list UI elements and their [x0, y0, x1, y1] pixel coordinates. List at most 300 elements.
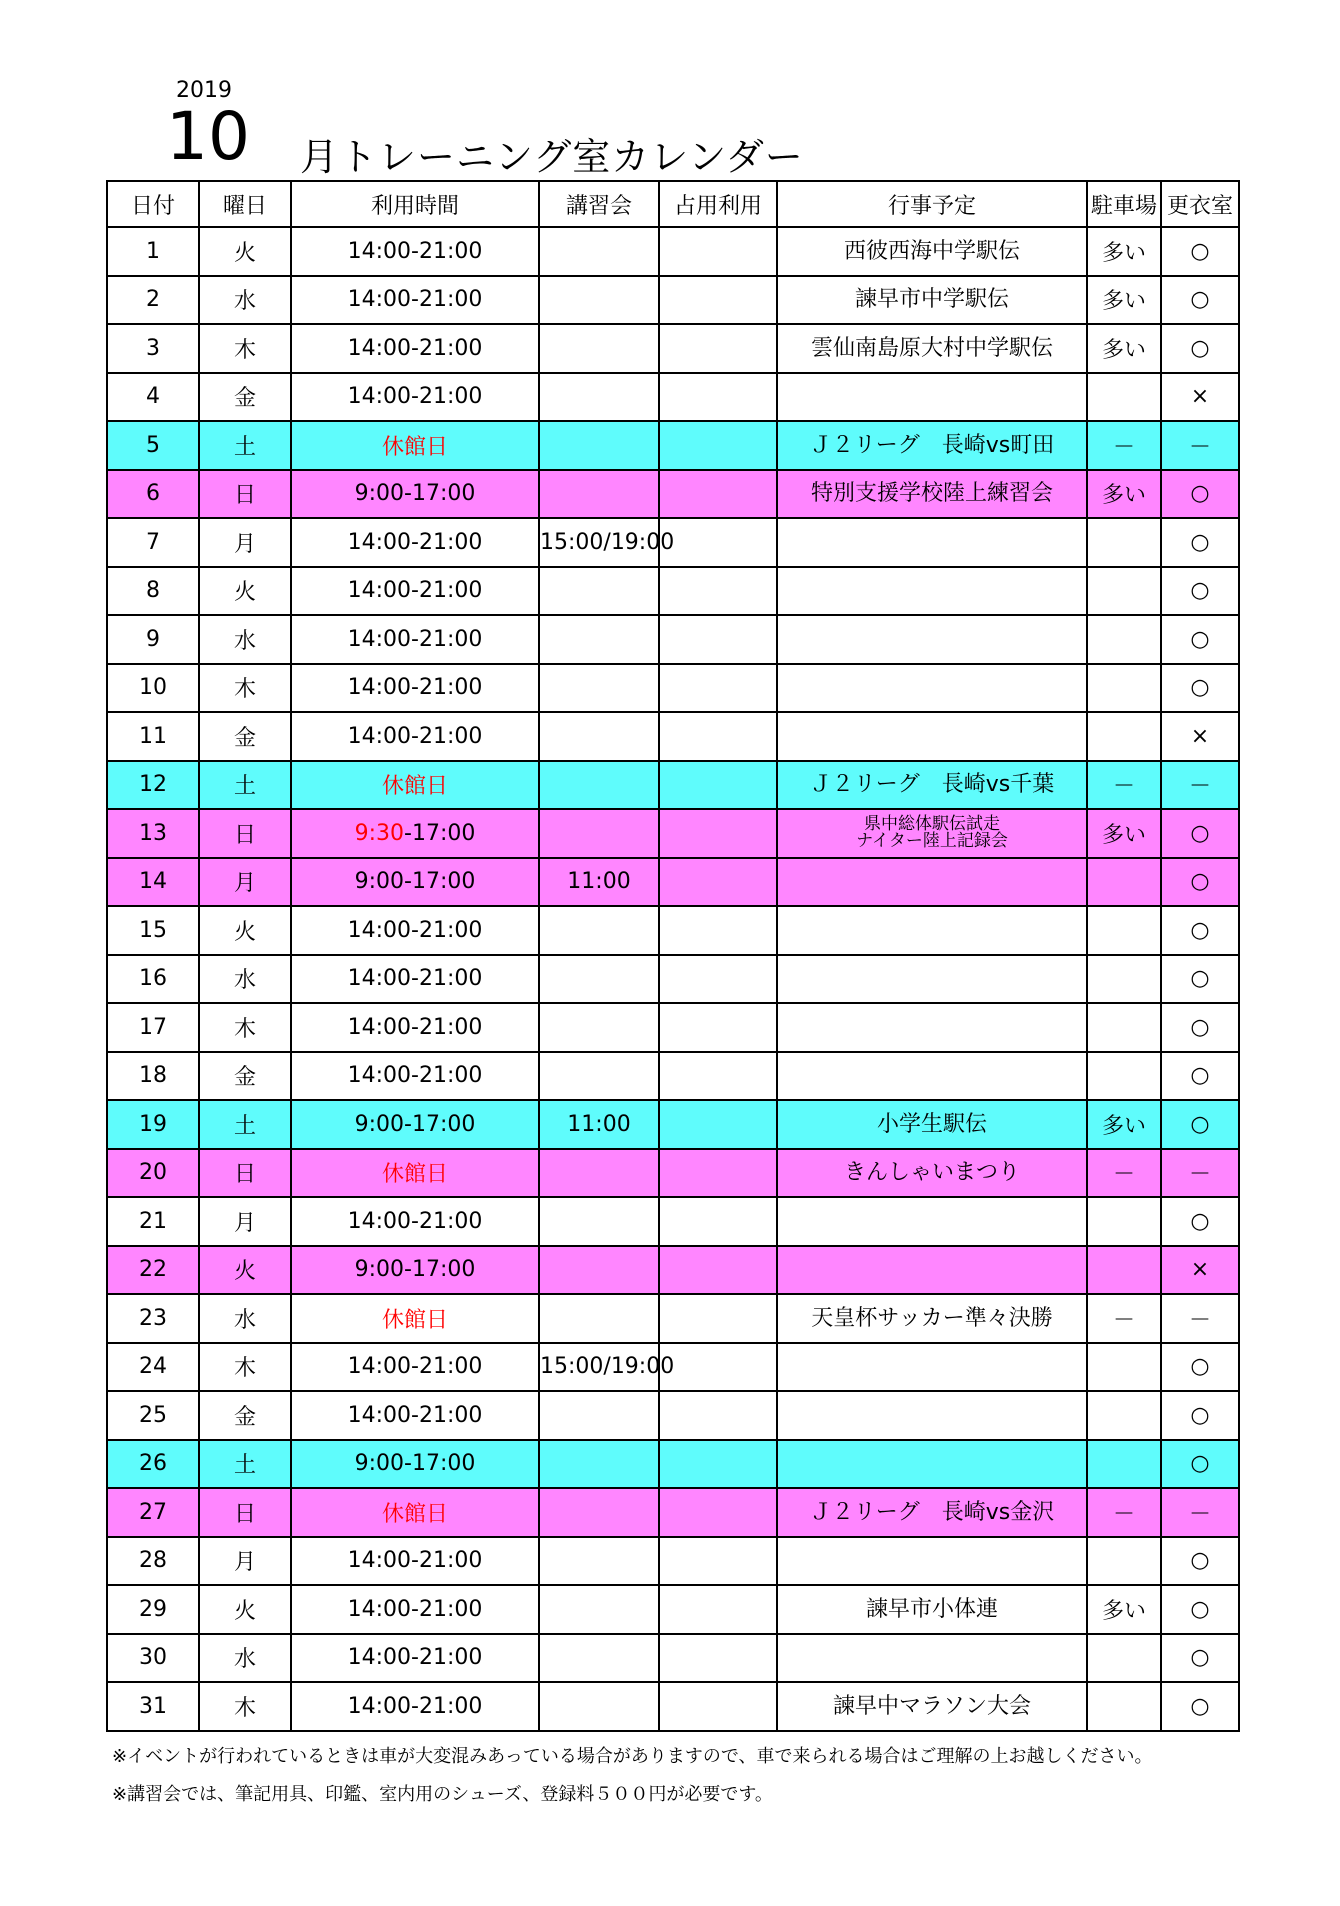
weekday-cell: 土	[199, 1440, 291, 1489]
weekday-cell: 木	[199, 1682, 291, 1731]
weekday-cell: 水	[199, 615, 291, 664]
event-cell	[777, 809, 1087, 858]
date-cell: 20	[107, 1149, 199, 1198]
date-cell: 8	[107, 567, 199, 616]
table-row	[107, 1052, 1239, 1101]
date-cell: 3	[107, 324, 199, 373]
lecture-cell	[539, 712, 659, 761]
date-cell: 25	[107, 1391, 199, 1440]
hours-cell: 14:00-21:00	[291, 567, 539, 616]
table-row	[107, 858, 1239, 907]
exclusive-cell	[659, 1100, 777, 1149]
locker-cell: ○	[1161, 615, 1239, 664]
exclusive-cell	[659, 712, 777, 761]
event-text: 諫早市小体連	[865, 1596, 998, 1622]
hours-cell: 14:00-21:00	[291, 373, 539, 422]
event-cell	[777, 664, 1087, 713]
hours-cell: 14:00-21:00	[291, 1585, 539, 1634]
lecture-cell	[539, 324, 659, 373]
lecture-cell	[539, 421, 659, 470]
weekday-cell: 木	[199, 1343, 291, 1392]
date-cell: 15	[107, 906, 199, 955]
event-cell	[777, 1294, 1087, 1343]
date-cell: 9	[107, 615, 199, 664]
exclusive-cell	[659, 664, 777, 713]
hours-cell: 9:00-17:00	[291, 858, 539, 907]
weekday-cell: 火	[199, 1585, 291, 1634]
exclusive-cell	[659, 567, 777, 616]
lecture-cell	[539, 809, 659, 858]
hours-cell: 14:00-21:00	[291, 906, 539, 955]
table-row	[107, 1634, 1239, 1683]
weekday-cell: 火	[199, 906, 291, 955]
exclusive-cell	[659, 1488, 777, 1537]
lecture-cell: 11:00	[539, 858, 659, 907]
lecture-cell	[539, 761, 659, 810]
exclusive-cell	[659, 1634, 777, 1683]
exclusive-cell	[659, 373, 777, 422]
parking-cell: 多い	[1087, 1585, 1161, 1634]
event-cell	[777, 421, 1087, 470]
parking-cell	[1087, 906, 1161, 955]
locker-cell: ○	[1161, 858, 1239, 907]
date-cell: 24	[107, 1343, 199, 1392]
hours-cell: 14:00-21:00	[291, 1343, 539, 1392]
weekday-cell: 月	[199, 1537, 291, 1586]
date-cell: 2	[107, 276, 199, 325]
locker-cell: －	[1161, 421, 1239, 470]
table-row	[107, 518, 1239, 567]
weekday-cell: 土	[199, 421, 291, 470]
locker-cell: ○	[1161, 1537, 1239, 1586]
event-text: Ｊ２リーグ 長崎vs金沢	[809, 1499, 1055, 1525]
exclusive-cell	[659, 615, 777, 664]
lecture-cell	[539, 470, 659, 519]
event-cell	[777, 712, 1087, 761]
date-cell: 23	[107, 1294, 199, 1343]
weekday-cell: 月	[199, 858, 291, 907]
table-row	[107, 1003, 1239, 1052]
parking-cell	[1087, 955, 1161, 1004]
event-text: 諫早市中学駅伝	[854, 287, 1009, 313]
event-cell	[777, 1052, 1087, 1101]
locker-cell: ○	[1161, 1197, 1239, 1246]
lecture-cell	[539, 1003, 659, 1052]
exclusive-cell	[659, 518, 777, 567]
parking-cell	[1087, 664, 1161, 713]
hours-cell: 14:00-21:00	[291, 276, 539, 325]
locker-cell: ○	[1161, 1585, 1239, 1634]
parking-cell: 多い	[1087, 470, 1161, 519]
exclusive-cell	[659, 1197, 777, 1246]
locker-cell: ○	[1161, 324, 1239, 373]
table-row	[107, 1537, 1239, 1586]
locker-cell: ×	[1161, 373, 1239, 422]
calendar-body	[107, 227, 1239, 1731]
parking-cell	[1087, 518, 1161, 567]
event-cell	[777, 1440, 1087, 1489]
exclusive-cell	[659, 858, 777, 907]
event-cell	[777, 276, 1087, 325]
hours-cell: 9:00-17:00	[291, 470, 539, 519]
note-parking: ※イベントが行われているときは車が大変混みあっている場合がありますので、車で来られる場合はご理解の上お越しください。	[112, 1746, 1153, 1767]
hours-cell: 14:00-21:00	[291, 1003, 539, 1052]
table-row	[107, 470, 1239, 519]
lecture-cell	[539, 1537, 659, 1586]
column-header-lecture: 講習会	[539, 181, 659, 227]
date-cell: 26	[107, 1440, 199, 1489]
date-cell: 19	[107, 1100, 199, 1149]
date-cell: 29	[107, 1585, 199, 1634]
locker-cell: ○	[1161, 809, 1239, 858]
locker-cell: ○	[1161, 227, 1239, 276]
event-cell	[777, 470, 1087, 519]
date-cell: 1	[107, 227, 199, 276]
weekday-cell: 日	[199, 470, 291, 519]
table-row	[107, 1149, 1239, 1198]
parking-cell	[1087, 615, 1161, 664]
date-cell: 18	[107, 1052, 199, 1101]
hours-cell: 14:00-21:00	[291, 664, 539, 713]
weekday-cell: 金	[199, 373, 291, 422]
hours-cell: 14:00-21:00	[291, 1391, 539, 1440]
date-cell: 11	[107, 712, 199, 761]
parking-cell	[1087, 373, 1161, 422]
parking-cell	[1087, 858, 1161, 907]
locker-cell: ○	[1161, 1440, 1239, 1489]
event-cell	[777, 373, 1087, 422]
event-cell	[777, 1100, 1087, 1149]
column-header-locker: 更衣室	[1161, 181, 1239, 227]
hours-cell: 14:00-21:00	[291, 615, 539, 664]
lecture-cell	[539, 276, 659, 325]
lecture-cell	[539, 906, 659, 955]
event-text: 雲仙南島原大村中学駅伝	[810, 335, 1053, 361]
event-cell	[777, 1149, 1087, 1198]
column-header-event: 行事予定	[777, 181, 1087, 227]
parking-cell: －	[1087, 1294, 1161, 1343]
weekday-cell: 水	[199, 276, 291, 325]
locker-cell: ○	[1161, 1003, 1239, 1052]
event-text: 諫早中マラソン大会	[832, 1693, 1031, 1719]
date-cell: 27	[107, 1488, 199, 1537]
exclusive-cell	[659, 809, 777, 858]
weekday-cell: 土	[199, 1100, 291, 1149]
date-cell: 5	[107, 421, 199, 470]
table-row	[107, 421, 1239, 470]
weekday-cell: 木	[199, 324, 291, 373]
column-header-weekday: 曜日	[199, 181, 291, 227]
event-cell	[777, 1682, 1087, 1731]
exclusive-cell	[659, 1585, 777, 1634]
event-cell	[777, 324, 1087, 373]
weekday-cell: 月	[199, 518, 291, 567]
hours-cell	[291, 809, 539, 858]
weekday-cell: 水	[199, 1294, 291, 1343]
table-row	[107, 276, 1239, 325]
table-row	[107, 1294, 1239, 1343]
lecture-cell	[539, 1634, 659, 1683]
lecture-cell	[539, 664, 659, 713]
page-title: 月トレーニング室カレンダー	[300, 135, 804, 179]
table-row	[107, 373, 1239, 422]
hours-cell: 休館日	[291, 421, 539, 470]
date-cell: 12	[107, 761, 199, 810]
lecture-cell	[539, 1197, 659, 1246]
event-cell	[777, 1391, 1087, 1440]
table-row	[107, 955, 1239, 1004]
weekday-cell: 火	[199, 1246, 291, 1295]
exclusive-cell	[659, 1391, 777, 1440]
table-row	[107, 1246, 1239, 1295]
table-row	[107, 1100, 1239, 1149]
exclusive-cell	[659, 227, 777, 276]
parking-cell	[1087, 1197, 1161, 1246]
column-header-parking: 駐車場	[1087, 181, 1161, 227]
weekday-cell: 金	[199, 712, 291, 761]
event-text: Ｊ２リーグ 長崎vs町田	[809, 432, 1055, 458]
exclusive-cell	[659, 1003, 777, 1052]
table-row	[107, 615, 1239, 664]
date-cell: 16	[107, 955, 199, 1004]
column-header-date: 日付	[107, 181, 199, 227]
month-number: 10	[166, 98, 250, 175]
event-text: 天皇杯サッカー準々決勝	[811, 1305, 1053, 1331]
lecture-cell	[539, 373, 659, 422]
hours-cell: 14:00-21:00	[291, 518, 539, 567]
locker-cell: ○	[1161, 906, 1239, 955]
column-header-exclusive: 占用利用	[659, 181, 777, 227]
exclusive-cell	[659, 1682, 777, 1731]
event-cell	[777, 227, 1087, 276]
locker-cell: ○	[1161, 1052, 1239, 1101]
weekday-cell: 日	[199, 809, 291, 858]
parking-cell	[1087, 712, 1161, 761]
lecture-cell	[539, 1488, 659, 1537]
exclusive-cell	[659, 1149, 777, 1198]
locker-cell: ○	[1161, 955, 1239, 1004]
locker-cell: ○	[1161, 1634, 1239, 1683]
locker-cell: －	[1161, 1488, 1239, 1537]
parking-cell: －	[1087, 1488, 1161, 1537]
hours-cell: 14:00-21:00	[291, 324, 539, 373]
exclusive-cell	[659, 421, 777, 470]
column-header-hours: 利用時間	[291, 181, 539, 227]
event-cell	[777, 906, 1087, 955]
header-row	[107, 181, 1239, 227]
table-row	[107, 1343, 1239, 1392]
event-text: 小学生駅伝	[876, 1111, 987, 1137]
locker-cell: ×	[1161, 1246, 1239, 1295]
parking-cell: －	[1087, 761, 1161, 810]
locker-cell: ○	[1161, 276, 1239, 325]
lecture-cell	[539, 1149, 659, 1198]
locker-cell: ○	[1161, 567, 1239, 616]
parking-cell	[1087, 1343, 1161, 1392]
table-row	[107, 1391, 1239, 1440]
weekday-cell: 火	[199, 567, 291, 616]
parking-cell: －	[1087, 421, 1161, 470]
weekday-cell: 水	[199, 1634, 291, 1683]
exclusive-cell	[659, 1343, 777, 1392]
exclusive-cell	[659, 906, 777, 955]
event-cell	[777, 955, 1087, 1004]
parking-cell: 多い	[1087, 1100, 1161, 1149]
table-row	[107, 1197, 1239, 1246]
table-row	[107, 1585, 1239, 1634]
date-cell: 22	[107, 1246, 199, 1295]
hours-cell: 14:00-21:00	[291, 712, 539, 761]
parking-cell	[1087, 1634, 1161, 1683]
date-cell: 14	[107, 858, 199, 907]
table-row	[107, 1682, 1239, 1731]
note-lecture: ※講習会では、筆記用具、印鑑、室内用のシューズ、登録料５００円が必要です。	[112, 1784, 773, 1805]
event-text: きんしゃいまつり	[843, 1160, 1020, 1186]
lecture-cell: 11:00	[539, 1100, 659, 1149]
weekday-cell: 金	[199, 1052, 291, 1101]
table-row	[107, 1440, 1239, 1489]
lecture-cell	[539, 227, 659, 276]
exclusive-cell	[659, 1246, 777, 1295]
hours-cell: 9:00-17:00	[291, 1440, 539, 1489]
date-cell: 13	[107, 809, 199, 858]
table-row	[107, 761, 1239, 810]
locker-cell: ○	[1161, 518, 1239, 567]
exclusive-cell	[659, 1294, 777, 1343]
event-cell	[777, 1197, 1087, 1246]
locker-cell: ×	[1161, 712, 1239, 761]
parking-cell	[1087, 1682, 1161, 1731]
table-row	[107, 906, 1239, 955]
lecture-cell	[539, 1682, 659, 1731]
exclusive-cell	[659, 955, 777, 1004]
hours-cell: 9:00-17:00	[291, 1246, 539, 1295]
weekday-cell: 水	[199, 955, 291, 1004]
weekday-cell: 日	[199, 1488, 291, 1537]
event-cell	[777, 518, 1087, 567]
event-cell	[777, 761, 1087, 810]
event-text: Ｊ２リーグ 長崎vs千葉	[809, 772, 1055, 798]
event-cell	[777, 1003, 1087, 1052]
table-row	[107, 227, 1239, 276]
lecture-cell: 15:00/19:00	[539, 518, 659, 567]
lecture-cell	[539, 1440, 659, 1489]
event-cell	[777, 1585, 1087, 1634]
event-text: 西彼西海中学駅伝	[843, 238, 1020, 264]
hours-end: -17:00	[404, 820, 476, 846]
parking-cell: －	[1087, 1149, 1161, 1198]
event-cell	[777, 1246, 1087, 1295]
exclusive-cell	[659, 761, 777, 810]
lecture-cell	[539, 1052, 659, 1101]
hours-cell: 9:00-17:00	[291, 1100, 539, 1149]
exclusive-cell	[659, 1440, 777, 1489]
date-cell: 28	[107, 1537, 199, 1586]
event-cell	[777, 1537, 1087, 1586]
locker-cell: ○	[1161, 1391, 1239, 1440]
hours-cell: 14:00-21:00	[291, 1682, 539, 1731]
date-cell: 30	[107, 1634, 199, 1683]
parking-cell	[1087, 567, 1161, 616]
parking-cell: 多い	[1087, 324, 1161, 373]
event-cell	[777, 615, 1087, 664]
weekday-cell: 火	[199, 227, 291, 276]
hours-cell: 休館日	[291, 761, 539, 810]
locker-cell: ○	[1161, 1100, 1239, 1149]
lecture-cell	[539, 567, 659, 616]
hours-cell: 休館日	[291, 1149, 539, 1198]
exclusive-cell	[659, 1052, 777, 1101]
weekday-cell: 金	[199, 1391, 291, 1440]
year-label: 2019	[176, 78, 232, 103]
parking-cell	[1087, 1537, 1161, 1586]
parking-cell	[1087, 1440, 1161, 1489]
table-row	[107, 1488, 1239, 1537]
table-row	[107, 664, 1239, 713]
exclusive-cell	[659, 276, 777, 325]
table-row	[107, 324, 1239, 373]
table-row	[107, 567, 1239, 616]
event-text: 特別支援学校陸上練習会	[810, 481, 1053, 507]
parking-cell: 多い	[1087, 276, 1161, 325]
locker-cell: －	[1161, 1149, 1239, 1198]
lecture-cell	[539, 615, 659, 664]
event-cell	[777, 1634, 1087, 1683]
event-cell	[777, 567, 1087, 616]
parking-cell: 多い	[1087, 809, 1161, 858]
locker-cell: －	[1161, 1294, 1239, 1343]
event-cell	[777, 1488, 1087, 1537]
date-cell: 7	[107, 518, 199, 567]
date-cell: 10	[107, 664, 199, 713]
locker-cell: －	[1161, 761, 1239, 810]
lecture-cell: 15:00/19:00	[539, 1343, 659, 1392]
locker-cell: ○	[1161, 1343, 1239, 1392]
hours-start-highlight: 9:30	[354, 820, 405, 846]
locker-cell: ○	[1161, 470, 1239, 519]
hours-cell: 休館日	[291, 1488, 539, 1537]
parking-cell	[1087, 1246, 1161, 1295]
parking-cell	[1087, 1052, 1161, 1101]
hours-cell: 14:00-21:00	[291, 1634, 539, 1683]
lecture-cell	[539, 1246, 659, 1295]
hours-cell: 14:00-21:00	[291, 1537, 539, 1586]
hours-cell: 14:00-21:00	[291, 1052, 539, 1101]
event-text: 県中総体駅伝試走 ナイター陸上記録会	[856, 813, 1008, 851]
table-row	[107, 809, 1239, 858]
weekday-cell: 日	[199, 1149, 291, 1198]
hours-cell: 休館日	[291, 1294, 539, 1343]
parking-cell	[1087, 1391, 1161, 1440]
parking-cell	[1087, 1003, 1161, 1052]
hours-cell: 14:00-21:00	[291, 227, 539, 276]
date-cell: 6	[107, 470, 199, 519]
date-cell: 4	[107, 373, 199, 422]
exclusive-cell	[659, 470, 777, 519]
lecture-cell	[539, 1294, 659, 1343]
date-cell: 17	[107, 1003, 199, 1052]
hours-cell: 14:00-21:00	[291, 955, 539, 1004]
weekday-cell: 木	[199, 1003, 291, 1052]
event-cell	[777, 858, 1087, 907]
weekday-cell: 月	[199, 1197, 291, 1246]
parking-cell: 多い	[1087, 227, 1161, 276]
exclusive-cell	[659, 324, 777, 373]
locker-cell: ○	[1161, 1682, 1239, 1731]
calendar-table	[106, 180, 1240, 1732]
lecture-cell	[539, 1391, 659, 1440]
weekday-cell: 土	[199, 761, 291, 810]
